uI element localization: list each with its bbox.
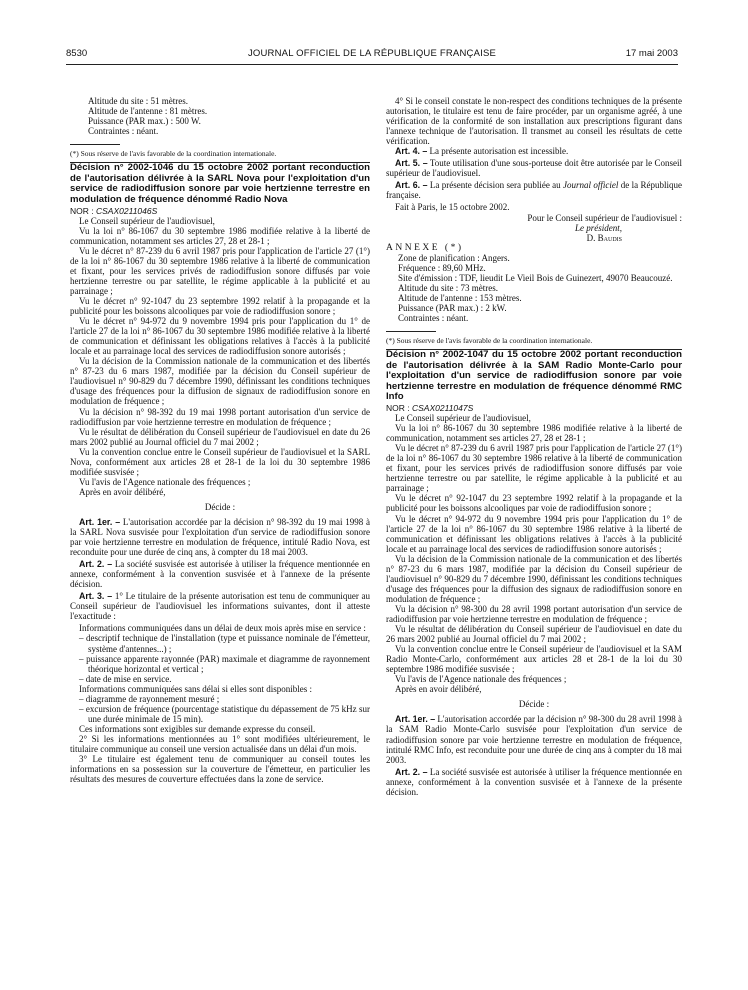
list-item: – descriptif technique de l'installation (type et puissance nominale de l'émetteur, système d'antennes...) ;	[88, 633, 370, 653]
preamble-line: Vu la décision n° 98-300 du 28 avril 1998 portant autorisation d'un service de radiodiffusion par voie hertzienne terrestre en modulation de fréquence ;	[386, 603, 682, 624]
article-3-list-1	[70, 633, 370, 683]
signature-role-text: Le président,	[575, 222, 622, 233]
article-3-list-2	[70, 694, 370, 724]
preamble-line: Vu le décret n° 94-972 du 9 novembre 1994 pris pour l'application du 1° de l'article 27 de la loi n° 86-1067 du 30 septembre 1986 relative à la liberté de communication et définissant les obligations relatives à l'accès à la publicité locale et au parrainage local des services de radiodiffusion sonore autorisés ;	[386, 513, 682, 554]
preamble-line: Vu le décret n° 92-1047 du 23 septembre 1992 relatif à la propagande et la publicité pour les boissons alcooliques par voie de radiodiffusion sonore ;	[70, 295, 370, 317]
kv-line: Puissance (PAR max.) : 2 kW.	[398, 302, 507, 313]
preamble-line: Le Conseil supérieur de l'audiovisuel,	[79, 215, 215, 226]
article-text: La présente décision sera publiée au	[429, 180, 564, 191]
article-text: La société susvisée est autorisée à utiliser la fréquence mentionnée en annexe, conformément à la convention susvisée et à l'annexe de la présente décision.	[386, 766, 682, 797]
preamble-line: Vu la décision de la Commission nationale de la communication et des libertés n° 87-23 du 6 mars 1987, modifiée par la décision du Conseil supérieur de l'audiovisuel n° 90-829 du 7 décembre 1990, définissant les conditions techniques d'usage des fréquences pour la diffusion des signaux de radiodiffusion sonore en modulation de fréquence ;	[386, 553, 682, 604]
kv-line: Contraintes : néant.	[398, 312, 469, 323]
journal-title: JOURNAL OFFICIEL DE LA RÉPUBLIQUE FRANÇAISE	[247, 48, 497, 59]
preamble-line: Vu la loi n° 86-1067 du 30 septembre 1986 modifiée relative à la liberté de communication, notamment ses articles 27, 28 et 28-1 ;	[386, 423, 682, 444]
article-label: Art. 2. –	[79, 559, 113, 570]
article-3-delay: Informations communiquées dans un délai de deux mois après mise en service :	[79, 623, 366, 634]
preamble-line: Après en avoir délibéré,	[79, 486, 166, 497]
article-label: Art. 1er. –	[79, 516, 121, 527]
signature-role	[386, 223, 682, 233]
preamble-line: Vu la loi n° 86-1067 du 30 septembre 1986 modifiée relative à la liberté de communication, notamment ses articles 27, 28 et 28-1 ;	[70, 225, 370, 246]
page-header	[66, 48, 678, 65]
preamble-line: Vu le décret n° 87-239 du 6 avril 1987 pris pour l'application de l'article 27 (1°) de la loi n° 86-1067 du 30 septembre 1986 relative à la liberté de communication et fixant, pour les services privés de radiodiffusion sonore diffusés par voie hertzienne terrestre ou par satellite, le régime applicable à la publicité et au parrainage ;	[70, 245, 370, 296]
list-item: – puissance apparente rayonnée (PAR) maximale et diagramme de rayonnement théorique horizontal et vertical ;	[88, 654, 370, 674]
list-item: – diagramme de rayonnement mesuré ;	[88, 694, 370, 704]
preamble-line: Vu le décret n° 94-972 du 9 novembre 1994 pris pour l'application du 1° de l'article 27 de la loi n° 86-1067 du 30 septembre 1986 modifiée relative à la liberté de communication et définissant les obligations relatives à l'accès à la publicité locale et au parrainage local des services de radiodiffusion sonore autorisés ;	[70, 316, 370, 357]
annexe-technical-values	[386, 253, 682, 323]
article-text: 1° Le titulaire de la présente autorisation est tenu de communiquer au Conseil supérieur de l'audiovisuel les informations suivantes, dont il atteste l'exactitude :	[70, 591, 370, 622]
preamble-line: Vu l'avis de l'Agence nationale des fréquences ;	[79, 476, 251, 487]
preamble-line: Après en avoir délibéré,	[395, 684, 482, 695]
article-6	[386, 180, 682, 200]
kv-line: Altitude de l'antenne : 153 mètres.	[398, 292, 522, 303]
article-label: Art. 5. –	[395, 158, 428, 169]
article-3-nodelay: Informations communiquées sans délai si elles sont disponibles :	[79, 683, 312, 694]
nor-reference	[386, 403, 682, 413]
article-label: Art. 6. –	[395, 180, 428, 191]
page-number: 8530	[66, 48, 88, 59]
kv-line: Altitude du site : 73 mètres.	[398, 282, 498, 293]
article-2	[70, 559, 370, 589]
nor-label: NOR :	[386, 403, 410, 413]
nor-code: CSAX0211046S	[96, 205, 158, 216]
decide-heading: Décide :	[204, 501, 236, 512]
article-text: de la République française.	[386, 180, 682, 201]
article-3-demand: Ces informations sont exigibles sur demande expresse du conseil.	[79, 723, 316, 734]
kv-line: Puissance (PAR max.) : 500 W.	[88, 116, 201, 127]
article-label: Art. 1er. –	[395, 714, 436, 725]
annexe-technical-values	[70, 96, 370, 136]
article-text: La présente autorisation est incessible.	[429, 146, 569, 157]
decide-heading: Décide :	[518, 699, 550, 710]
signature-name: D. Baudis	[586, 232, 622, 243]
article-5	[386, 158, 682, 178]
article-4	[386, 146, 682, 156]
kv-line: Site d'émission : TDF, lieudit Le Vieil Bois de Guinezert, 49070 Beaucouzé.	[398, 272, 673, 283]
footnote: (*) Sous réserve de l'avis favorable de la coordination internationale.	[70, 149, 277, 159]
article-3-p3: 3° Le titulaire est également tenu de communiquer au conseil toutes les informations en sa possession sur la couverture de l'émetteur, en particulier les résultats des mesures de couverture effectuées dans la zone de service.	[70, 754, 370, 785]
nor-reference	[70, 206, 370, 216]
preamble-line: Le Conseil supérieur de l'audiovisuel,	[395, 413, 531, 424]
preamble-line: Vu la décision n° 98-392 du 19 mai 1998 portant autorisation d'un service de radiodiffusion par voie hertzienne terrestre en modulation de fréquence ;	[70, 406, 370, 427]
list-item: – excursion de fréquence (pourcentage statistique du dépassement de 75 kHz sur une durée minimale de 15 min).	[88, 704, 370, 724]
preamble-line: Vu la convention conclue entre le Conseil supérieur de l'audiovisuel et la SARL Nova, conformément aux articles 28 et 28-1 de la loi du 30 septembre 1986 modifiée susvisée ;	[70, 446, 370, 477]
article-1	[70, 517, 370, 557]
article-label: Art. 2. –	[395, 766, 428, 777]
article-3	[70, 591, 370, 621]
right-column	[386, 96, 682, 799]
preamble-line: Vu la décision de la Commission nationale de la communication et des libertés n° 87-23 du 6 mars 1987, modifiée par la décision du Conseil supérieur de l'audiovisuel n° 90-829 du 7 décembre 1990, définissant les conditions techniques d'usage des fréquences pour la diffusion de signaux de radiodiffusion sonore en modulation de fréquence ;	[70, 356, 370, 407]
preamble-line: Vu le résultat de délibération du Conseil supérieur de l'audiovisuel en date du 26 mars 2002 publié au Journal officiel du 7 mai 2002 ;	[70, 426, 370, 447]
article-3-p4: 4° Si le conseil constate le non-respect des conditions techniques de la présente autorisation, le titulaire est tenu de faire procéder, par un organisme agréé, à une vérification de la conformité de son installation aux prescriptions figurant dans l'annexe technique de l'autorisation. Il transmet au conseil les résultats de cette vérification.	[386, 96, 682, 147]
list-item: – date de mise en service.	[88, 674, 370, 684]
nor-label: NOR :	[70, 205, 94, 216]
footnote: (*) Sous réserve de l'avis favorable de la coordination internationale.	[386, 336, 593, 346]
journal-name-italic: Journal officiel	[563, 180, 619, 191]
kv-line: Fréquence : 89,60 MHz.	[398, 262, 486, 273]
article-2	[386, 767, 682, 797]
article-3-p2: 2° Si les informations mentionnées au 1° sont modifiées ultérieurement, le titulaire communique au conseil une version actualisée dans un délai d'un mois.	[70, 733, 370, 754]
issue-date: 17 mai 2003	[625, 48, 678, 59]
decision-title: Décision n° 2002-1047 du 15 octobre 2002 portant reconduction de l'autorisation délivrée à la SAM Radio Monte-Carlo pour l'exploitation d'un service de radiodiffusion sonore par voie hertzienne terrestre en modulation de fréquence dénommé RMC Info	[386, 349, 682, 403]
preamble-line: Vu le résultat de délibération du Conseil supérieur de l'audiovisuel en date du 26 mars 2002 publié au Journal officiel du 7 mai 2002 ;	[386, 624, 682, 645]
kv-line: Altitude du site : 51 mètres.	[88, 96, 188, 106]
article-text: L'autorisation accordée par la décision n° 98-300 du 28 avril 1998 à la SAM Radio Monte-Carlo susvisée pour l'exploitation d'un service de radiodiffusion sonore par voie hertzienne terrestre en modulation de fréquence, intitulé RMC Info, est reconduite pour une durée de cinq ans à compter du 18 mai 2003.	[386, 714, 682, 765]
article-text: Toute utilisation d'une sous-porteuse doit être autorisée par le Conseil supérieur de l'audiovisuel.	[386, 158, 682, 179]
article-label: Art. 4. –	[395, 146, 428, 157]
annexe-heading: ANNEXE (*)	[386, 242, 464, 253]
preamble-line: Vu le décret n° 87-239 du 6 avril 1987 pris pour l'application de l'article 27 (1°) de la loi n° 86-1067 du 30 septembre 1986 relative à la liberté de communication et fixant, pour les services privés de radiodiffusion sonore diffusés par voie hertzienne terrestre ou par satellite, le régime applicable à la publicité et au parrainage ;	[386, 443, 682, 494]
nor-code: CSAX0211047S	[412, 403, 474, 413]
article-text: L'autorisation accordée par la décision n° 98-392 du 19 mai 1998 à la SARL Nova susvisée pour l'exploitation d'un service de radiodiffusion sonore par voie hertzienne terrestre en modulation de fréquence, intitulé Radio Nova, est reconduite pour une durée de cinq ans, à compter du 18 mai 2003.	[70, 516, 371, 558]
footnote-separator	[386, 331, 436, 332]
decision-title: Décision n° 2002-1046 du 15 octobre 2002 portant reconduction de l'autorisation délivrée à la SARL Nova pour l'exploitation d'un service de radiodiffusion sonore par voie hertzienne terrestre en modulation de fréquence dénommé Radio Nova	[70, 162, 370, 205]
article-1	[386, 714, 682, 764]
left-column	[70, 96, 370, 784]
preamble-line: Vu la convention conclue entre le Conseil supérieur de l'audiovisuel et la SAM Radio Monte-Carlo, conformément aux articles 28 et 28-1 de la loi du 30 septembre 1986 modifiée susvisée ;	[386, 644, 682, 675]
kv-line: Contraintes : néant.	[88, 126, 159, 137]
article-label: Art. 3. –	[79, 591, 113, 602]
article-text: La société susvisée est autorisée à utiliser la fréquence mentionnée en annexe, conformément à la convention susvisée et à l'annexe de la présente décision.	[70, 559, 370, 590]
signature-for: Pour le Conseil supérieur de l'audiovisuel :	[527, 212, 682, 223]
preamble-line: Vu le décret n° 92-1047 du 23 septembre 1992 relatif à la propagande et la publicité pour les boissons alcooliques par voie de radiodiffusion sonore ;	[386, 493, 682, 514]
preamble-line: Vu l'avis de l'Agence nationale des fréquences ;	[395, 674, 567, 685]
done-at: Fait à Paris, le 15 octobre 2002.	[395, 202, 510, 213]
kv-line: Altitude de l'antenne : 81 mètres.	[88, 106, 208, 117]
kv-line: Zone de planification : Angers.	[398, 252, 510, 263]
footnote-separator	[70, 144, 120, 145]
